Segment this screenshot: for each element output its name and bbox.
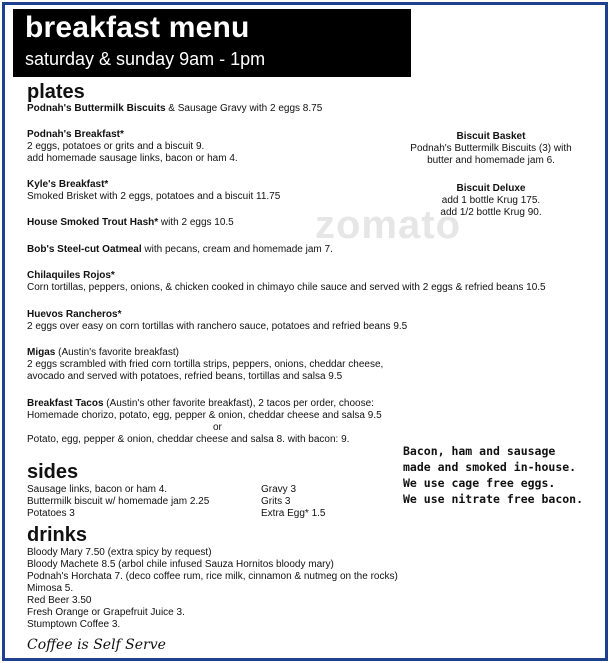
note-line: We use cage free eggs.: [403, 476, 556, 490]
item-line: add 1/2 bottle Krug 90.: [440, 207, 542, 218]
item-name: Podnah's Breakfast*: [27, 129, 124, 140]
footer-note: Coffee is Self Serve: [27, 637, 166, 653]
biscuit-basket: [381, 131, 601, 167]
note-line: Bacon, ham and sausage: [403, 444, 556, 458]
item-line: Smoked Brisket with 2 eggs, potatoes and a biscuit 11.75: [27, 191, 281, 202]
plate-item-kyles-breakfast: [27, 179, 280, 203]
side-item: Grits 3: [261, 496, 291, 507]
item-desc: with pecans, cream and homemade jam 7.: [141, 244, 333, 255]
item-name: Kyle's Breakfast*: [27, 179, 109, 190]
drinks-list: [27, 547, 398, 631]
page-title: breakfast menu: [25, 11, 250, 44]
item-line: Potato, egg, pepper & onion, cheddar cheese and salsa 8. with bacon: 9.: [27, 434, 350, 445]
item-name: Podnah's Buttermilk Biscuits: [27, 103, 166, 114]
plate-item-oatmeal: [27, 244, 333, 256]
plate-item-podnahs-breakfast: [27, 129, 238, 165]
item-line: or: [213, 422, 222, 433]
item-desc: with 2 eggs 10.5: [158, 217, 234, 228]
item-name: Huevos Rancheros*: [27, 309, 122, 320]
plate-item-migas: [27, 347, 383, 383]
drink-item: Fresh Orange or Grapefruit Juice 3.: [27, 607, 185, 618]
item-name: Biscuit Basket: [456, 131, 526, 142]
drink-item: Bloody Mary 7.50 (extra spicy by request): [27, 547, 212, 558]
item-line: add homemade sausage links, bacon or ham 4.: [27, 153, 238, 164]
item-desc: (Austin's other favorite breakfast), 2 tacos per order, choose:: [103, 398, 374, 409]
drink-item: Red Beer 3.50: [27, 595, 92, 606]
biscuit-deluxe: [381, 183, 601, 219]
side-item: Extra Egg* 1.5: [261, 508, 326, 519]
item-line: Corn tortillas, peppers, onions, & chicken cooked in chimayo chile sauce and served with 2 eggs & refried beans 10.5: [27, 282, 546, 293]
house-note: [403, 443, 583, 507]
drink-item: Bloody Machete 8.5 (arbol chile infused Sauza Hornitos bloody mary): [27, 559, 334, 570]
item-line: Homemade chorizo, potato, egg, pepper & onion, cheddar cheese and salsa 9.5: [27, 410, 382, 421]
drinks-heading: drinks: [27, 524, 88, 546]
sides-left-list: [27, 484, 209, 520]
item-desc: (Austin's favorite breakfast): [55, 347, 179, 358]
side-item: Gravy 3: [261, 484, 297, 495]
watermark: zomato: [315, 203, 461, 247]
drink-item: Podnah's Horchata 7. (deco coffee rum, rice milk, cinnamon & nutmeg on the rocks): [27, 571, 398, 582]
menu-header: [13, 9, 411, 77]
plate-item-huevos-rancheros: [27, 309, 407, 333]
item-name: Breakfast Tacos: [27, 398, 104, 409]
side-item: Buttermilk biscuit w/ homemade jam 2.25: [27, 496, 210, 507]
side-item: Sausage links, bacon or ham 4.: [27, 484, 168, 495]
item-name: Biscuit Deluxe: [456, 183, 526, 194]
note-line: made and smoked in-house.: [403, 460, 577, 474]
item-line: 2 eggs scrambled with fried corn tortilla strips, peppers, onions, cheddar cheese,: [27, 359, 384, 370]
plate-item-trout-hash: [27, 217, 234, 229]
note-line: We use nitrate free bacon.: [403, 492, 584, 506]
side-item: Potatoes 3: [27, 508, 75, 519]
item-desc: & Sausage Gravy with 2 eggs 8.75: [165, 103, 323, 114]
item-line: add 1 bottle Krug 175.: [441, 195, 541, 206]
plate-item-biscuits: [27, 103, 322, 115]
sides-right-list: [261, 484, 325, 520]
item-name: House Smoked Trout Hash*: [27, 217, 159, 228]
sides-heading: sides: [27, 461, 79, 483]
item-name: Migas: [27, 347, 56, 358]
item-line: 2 eggs over easy on corn tortillas with ranchero sauce, potatoes and refried beans 9.5: [27, 321, 408, 332]
item-line: butter and homemade jam 6.: [427, 155, 555, 166]
item-line: 2 eggs, potatoes or grits and a biscuit 9.: [27, 141, 205, 152]
plate-item-breakfast-tacos: [27, 398, 382, 446]
drink-item: Stumptown Coffee 3.: [27, 619, 121, 630]
item-name: Chilaquiles Rojos*: [27, 270, 115, 281]
plates-heading: plates: [27, 81, 85, 103]
service-hours: saturday & sunday 9am - 1pm: [25, 49, 266, 69]
menu-page: [2, 2, 608, 661]
item-name: Bob's Steel-cut Oatmeal: [27, 244, 142, 255]
item-line: Podnah's Buttermilk Biscuits (3) with: [410, 143, 572, 154]
plate-item-chilaquiles: [27, 270, 546, 294]
item-line: avocado and served with potatoes, refried beans, tortillas and salsa 9.5: [27, 371, 343, 382]
drink-item: Mimosa 5.: [27, 583, 74, 594]
